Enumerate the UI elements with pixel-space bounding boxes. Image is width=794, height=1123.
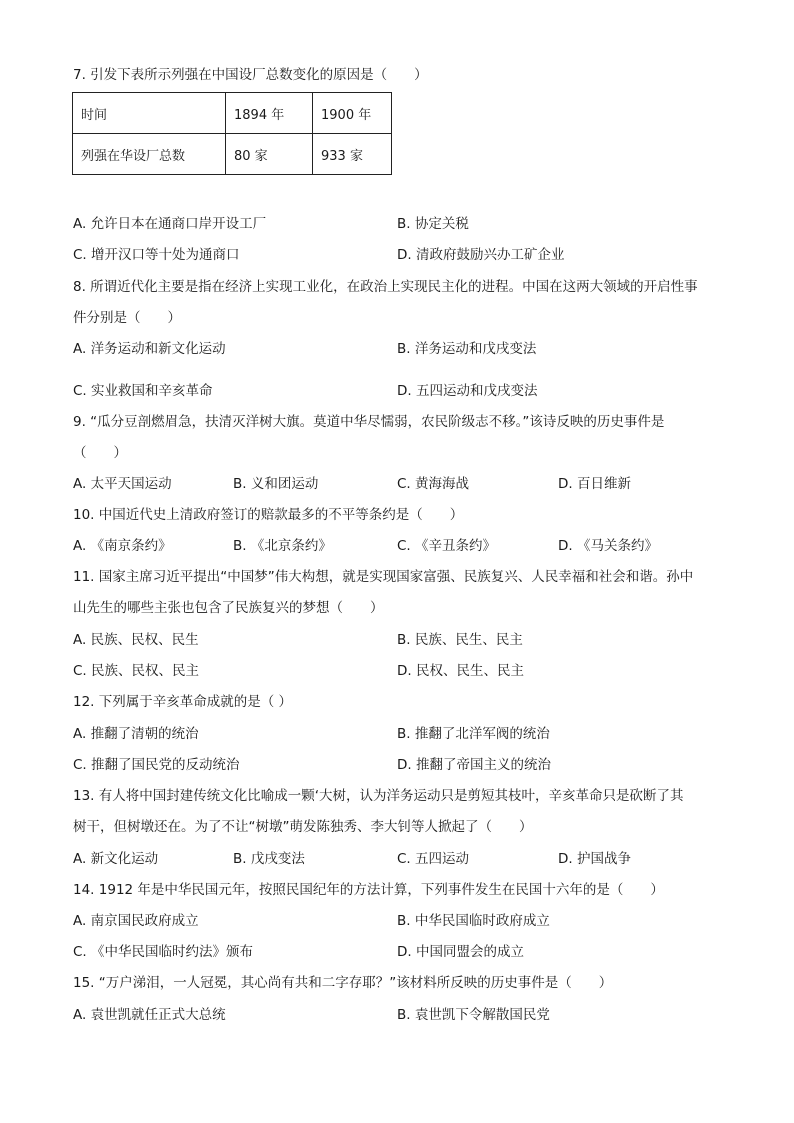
table-cell: 列强在华设厂总数 bbox=[73, 134, 226, 175]
q14-option-b: B. 中华民国临时政府成立 bbox=[397, 913, 550, 929]
q9-stem-line1: 9. “瓜分豆剖燃眉急，扶清灭洋树大旗。莫道中华尽懦弱，农民阶级志不移。”该诗反映的历史事件是 bbox=[73, 414, 665, 430]
q13-option-d: D. 护国战争 bbox=[558, 851, 631, 867]
q7-option-b: B. 协定关税 bbox=[397, 216, 469, 232]
q11-option-a: A. 民族、民权、民生 bbox=[73, 632, 199, 648]
q11-option-b: B. 民族、民生、民主 bbox=[397, 632, 523, 648]
q13-option-a: A. 新文化运动 bbox=[73, 851, 159, 867]
q14-option-a: A. 南京国民政府成立 bbox=[73, 913, 199, 929]
table-cell: 1900 年 bbox=[313, 93, 392, 134]
q7-option-d: D. 清政府鼓励兴办工矿企业 bbox=[397, 247, 565, 263]
table-cell: 1894 年 bbox=[226, 93, 313, 134]
q15-option-a: A. 袁世凯就任正式大总统 bbox=[73, 1007, 226, 1023]
q10-option-d: D. 《马关条约》 bbox=[558, 538, 658, 554]
q14-stem: 14. 1912 年是中华民国元年，按照民国纪年的方法计算，下列事件发生在民国十六年的是（ ） bbox=[73, 882, 664, 898]
q11-stem-line2: 山先生的哪些主张也包含了民族复兴的梦想（ ） bbox=[73, 600, 384, 616]
q10-option-a: A. 《南京条约》 bbox=[73, 538, 172, 554]
q10-option-c: C. 《辛丑条约》 bbox=[397, 538, 497, 554]
q12-option-c: C. 推翻了国民党的反动统治 bbox=[73, 757, 240, 773]
q9-option-d: D. 百日维新 bbox=[558, 476, 631, 492]
q11-stem-line1: 11. 国家主席习近平提出“中国梦”伟大构想，就是实现国家富强、民族复兴、人民幸福和社会和谐。孙中 bbox=[73, 569, 694, 585]
q9-option-b: B. 义和团运动 bbox=[233, 476, 319, 492]
q7-factory-table bbox=[72, 92, 392, 175]
table-cell: 933 家 bbox=[313, 134, 392, 175]
q11-option-d: D. 民权、民生、民主 bbox=[397, 663, 524, 679]
q13-stem-line1: 13. 有人将中国封建传统文化比喻成一颗‘大树，认为洋务运动只是剪短其枝叶，辛亥革命只是砍断了其 bbox=[73, 788, 684, 804]
q7-option-a: A. 允许日本在通商口岸开设工厂 bbox=[73, 216, 267, 232]
q12-option-b: B. 推翻了北洋军阀的统治 bbox=[397, 726, 550, 742]
table-row bbox=[73, 93, 392, 134]
q12-option-a: A. 推翻了清朝的统治 bbox=[73, 726, 199, 742]
q10-stem: 10. 中国近代史上清政府签订的赔款最多的不平等条约是（ ） bbox=[73, 507, 464, 523]
q15-stem: 15. “万户涕泪，一人冠冕，其心尚有共和二字存耶？”该材料所反映的历史事件是（ ） bbox=[73, 975, 613, 991]
q12-stem: 12. 下列属于辛亥革命成就的是（ ） bbox=[73, 694, 293, 710]
q8-option-c: C. 实业救国和辛亥革命 bbox=[73, 383, 213, 399]
q7-option-c: C. 增开汉口等十处为通商口 bbox=[73, 247, 240, 263]
q14-option-c: C. 《中华民国临时约法》颁布 bbox=[73, 944, 254, 960]
q11-option-c: C. 民族、民权、民主 bbox=[73, 663, 200, 679]
q13-option-c: C. 五四运动 bbox=[397, 851, 470, 867]
q15-option-b: B. 袁世凯下令解散国民党 bbox=[397, 1007, 550, 1023]
q7-stem: 7. 引发下表所示列强在中国设厂总数变化的原因是（ ） bbox=[73, 67, 428, 83]
q13-option-b: B. 戊戌变法 bbox=[233, 851, 305, 867]
q8-stem-line1: 8. 所谓近代化主要是指在经济上实现工业化，在政治上实现民主化的进程。中国在这两大领域的开启性事 bbox=[73, 279, 698, 295]
q8-option-b: B. 洋务运动和戊戌变法 bbox=[397, 341, 537, 357]
q8-option-d: D. 五四运动和戊戌变法 bbox=[397, 383, 538, 399]
q10-option-b: B. 《北京条约》 bbox=[233, 538, 332, 554]
q12-option-d: D. 推翻了帝国主义的统治 bbox=[397, 757, 551, 773]
q8-option-a: A. 洋务运动和新文化运动 bbox=[73, 341, 226, 357]
q9-option-a: A. 太平天国运动 bbox=[73, 476, 172, 492]
q9-stem-line2: （ ） bbox=[73, 445, 127, 461]
table-cell: 时间 bbox=[73, 93, 226, 134]
table-cell: 80 家 bbox=[226, 134, 313, 175]
table-row bbox=[73, 134, 392, 175]
q9-option-c: C. 黄海海战 bbox=[397, 476, 470, 492]
q13-stem-line2: 树干，但树墩还在。为了不让“树墩”萌发陈独秀、李大钊等人掀起了（ ） bbox=[73, 819, 533, 835]
q14-option-d: D. 中国同盟会的成立 bbox=[397, 944, 524, 960]
q8-stem-line2: 件分别是（ ） bbox=[73, 310, 181, 326]
